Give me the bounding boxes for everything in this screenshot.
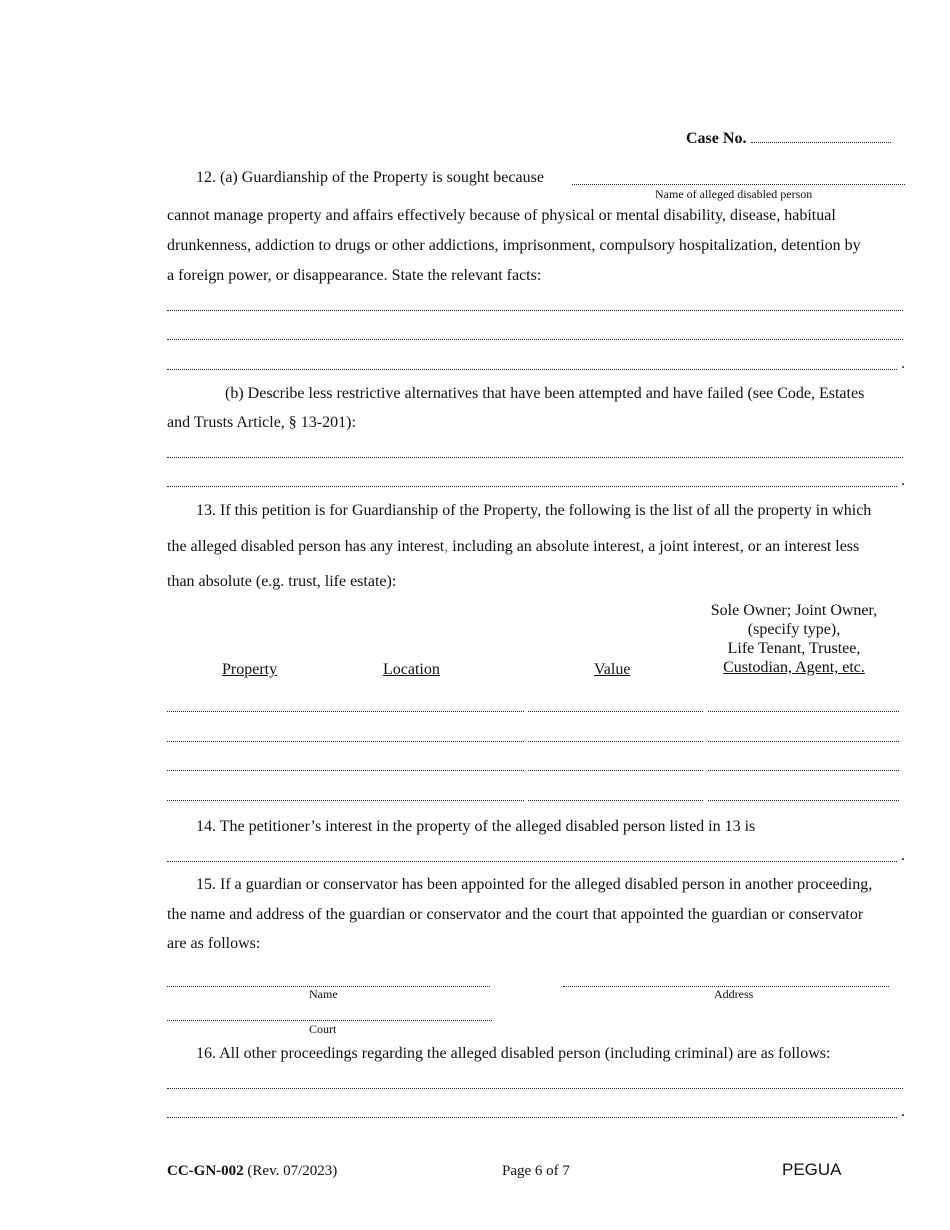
case-no-label: Case No.: [686, 130, 747, 147]
s12-b-line1: (b) Describe less restrictive alternatives that have been attempted and have failed (see Code, Estates: [225, 385, 865, 402]
form-id: CC-GN-002: [167, 1163, 244, 1179]
s12-a-prefix: 12. (a) Guardianship of the Property is sought because: [196, 169, 544, 186]
s12-name-caption: Name of alleged disabled person: [655, 187, 813, 201]
period: .: [901, 1103, 905, 1120]
col-owner-line-1: Sole Owner; Joint Owner,: [710, 602, 878, 619]
property-field[interactable]: [167, 741, 524, 742]
period: .: [901, 847, 905, 864]
s13-line2a: the alleged disabled person has any interest: [167, 538, 445, 555]
owner-field[interactable]: [708, 800, 899, 801]
col-owner-line-4: Custodian, Agent, etc.: [723, 659, 865, 676]
col-header-owner: [700, 601, 888, 677]
s12-b-line-2[interactable]: [167, 486, 897, 487]
s15-court-caption: Court: [309, 1022, 337, 1036]
s16-line-2[interactable]: [167, 1117, 897, 1118]
col-owner-line-2: (specify type),: [747, 621, 841, 638]
s12-b-line2: and Trusts Article, § 13-201):: [167, 414, 356, 431]
owner-field[interactable]: [708, 770, 899, 771]
s14-interest-field[interactable]: [167, 861, 897, 862]
property-field[interactable]: [167, 800, 524, 801]
owner-field[interactable]: [708, 711, 899, 712]
s13-line2b: including an absolute interest, a joint interest, or an interest less: [448, 538, 860, 555]
col-header-location: Location: [383, 661, 440, 678]
property-field[interactable]: [167, 711, 524, 712]
col-header-property: Property: [222, 661, 278, 678]
s15-name-caption: Name: [309, 987, 338, 1001]
value-field[interactable]: [528, 741, 703, 742]
case-no-field[interactable]: [751, 142, 891, 143]
s13-line2: [167, 537, 859, 557]
s12-line1: cannot manage property and affairs effectively because of physical or mental disability, disease, habitual: [167, 207, 836, 224]
page-number: Page 6 of 7: [502, 1163, 570, 1179]
s15-line1: 15. If a guardian or conservator has been appointed for the alleged disabled person in another proceeding,: [196, 876, 873, 893]
col-header-value: Value: [594, 661, 631, 678]
col-owner-line-3: Life Tenant, Trustee,: [727, 640, 861, 657]
s12-b-line-1[interactable]: [167, 457, 903, 458]
s12-facts-line-2[interactable]: [167, 339, 903, 340]
owner-field[interactable]: [708, 741, 899, 742]
s12-facts-line-1[interactable]: [167, 310, 903, 311]
period: .: [901, 355, 905, 372]
s16-line1: 16. All other proceedings regarding the alleged disabled person (including criminal) are as follows:: [196, 1045, 831, 1062]
s12-facts-line-3[interactable]: [167, 369, 897, 370]
property-field[interactable]: [167, 770, 524, 771]
s12-line2: drunkenness, addiction to drugs or other addictions, imprisonment, compulsory hospitalization, detention by: [167, 237, 861, 254]
s15-court-field[interactable]: [167, 1020, 492, 1021]
s16-line-1[interactable]: [167, 1088, 903, 1089]
s15-line2: the name and address of the guardian or conservator and the court that appointed the guardian or conservator: [167, 906, 864, 923]
value-field[interactable]: [528, 770, 703, 771]
s13-line3: than absolute (e.g. trust, life estate):: [167, 573, 397, 590]
s15-address-caption: Address: [714, 987, 754, 1001]
form-revision: (Rev. 07/2023): [243, 1163, 338, 1179]
s13-line2-comma: ,: [444, 538, 449, 555]
s12-line3: a foreign power, or disappearance. State the relevant facts:: [167, 267, 542, 284]
form-id-footer: [167, 1161, 337, 1181]
period: .: [901, 472, 905, 489]
s13-line1: 13. If this petition is for Guardianship of the Property, the following is the list of all the property in which: [196, 502, 872, 519]
s14-line1: 14. The petitioner’s interest in the property of the alleged disabled person listed in 13 is: [196, 818, 756, 835]
s15-line3: are as follows:: [167, 935, 261, 952]
value-field[interactable]: [528, 711, 703, 712]
s12-name-field[interactable]: [572, 184, 905, 185]
form-code: PEGUA: [782, 1160, 842, 1179]
value-field[interactable]: [528, 800, 703, 801]
